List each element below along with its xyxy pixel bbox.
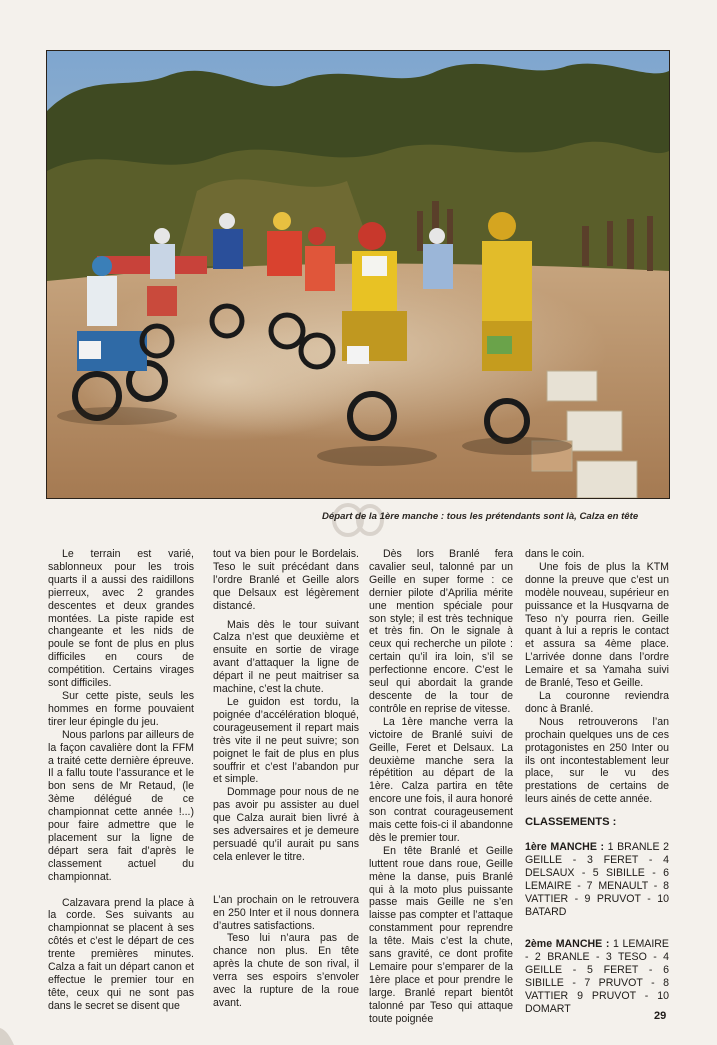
manche-1-label: 1ère MANCHE : bbox=[525, 841, 605, 854]
paragraph: Nous parlons par ailleurs de la façon cavalière dont la FFM a traité cette dernière épreuve. Il a fallu toute l’assurance et le bon sens de Mr Retaud, (le 3ème délégué de ce championnat cette année !...) pour faire admettre que le placement sur la ligne de départ sera fait d’après le classement actuel du championnat. bbox=[48, 728, 194, 883]
paragraph: L’an prochain on le retrouvera en 250 Inter et il nous donnera d’autres satisfactions. bbox=[213, 893, 359, 932]
manche-2-list: 1 LEMAIRE - 2 BRANLE - 3 TESO - 4 GEILLE - 5 FERET - 6 SIBILLE - 7 PRUVOT - 8 VATTIER 9 PRUVOT - 10 DOMART bbox=[525, 938, 669, 1015]
race-photo bbox=[46, 50, 670, 499]
paragraph: Une fois de plus la KTM donne la preuve que c’est un modèle nouveau, supérieur en puissance et la Husqvarna de Teso n’y pourra rien. Geille quant à lui a repris le contact et assura sa 4ème place. L’arrivée donne dans l’ordre Lemaire et sa Yamaha suivi de Branlé, Teso et Geille. bbox=[525, 560, 669, 690]
photo-caption: Départ de la 1ère manche : tous les prétendants sont là, Calza en tête bbox=[322, 511, 639, 522]
text-column-2 bbox=[213, 548, 359, 1010]
paragraph: Mais dès le tour suivant Calza n’est que deuxième et ensuite en sortie de virage avant d’attaquer la ligne de départ il ne peut maitriser sa machine, c’est la chute. bbox=[213, 618, 359, 696]
page-corner-mark bbox=[0, 1020, 14, 1045]
paragraph: Le terrain est varié, sablonneux pour les trois quarts il a aussi des raidillons pierreux, avec 2 grandes descentes et deux grandes montées. La piste rapide est changeante et les nids de poule se font de plus en plus difficiles en cours de compétition. Certains virages sont difficiles. bbox=[48, 548, 194, 690]
paragraph: La 1ère manche verra la victoire de Branlé suivi de Geille, Feret et Delsaux. La deuxième manche sera la répétition au départ de la 1ère. Calza partira en tête encore une fois, il aura honoré son contrat courageusement mais cette fois-ci il abandonne dès le premier tour. bbox=[369, 715, 513, 844]
text-column-4 bbox=[525, 548, 669, 1016]
manche-2-results bbox=[525, 938, 669, 1015]
paragraph: Calzavara prend la place à la corde. Ses suivants au championnat se placent à ses côtés et c’est le départ de ces trente premières minutes. Calza a fait un départ canon et effectue le premier tour en tête, ceux qui ne sont pas dans le secret se disent que bbox=[48, 896, 194, 1012]
paragraph: En tête Branlé et Geille luttent roue dans roue, Geille mène la danse, puis Branlé qui à la moto plus puissante passe mais Geille ne s’en laisse pas compter et l’attaque constamment pour reprendre la tête. Mais c’est la chute, sans gravité, ce dont profite Lemaire pour s’emparer de la 1ère place et pour prendre le large. Branlé repart bientôt talonné par Teso qui attaque toute poignée bbox=[369, 844, 513, 1025]
motocross-race-photo-illustration bbox=[47, 51, 669, 498]
manche-1-list: 1 BRANLE 2 GEILLE - 3 FERET - 4 DELSAUX - 5 SIBILLE - 6 LEMAIRE - 7 MENAULT - 8 VATTIER - 9 PRUVOT - 10 BATARD bbox=[525, 841, 669, 918]
manche-1-results bbox=[525, 841, 669, 918]
paragraph: Le guidon est tordu, la poignée d’accélération bloqué, courageusement il repart mais très vite il ne peut suivre; son poignet le fait de plus en plus souffrir et c’est l’abandon pur et simple. bbox=[213, 695, 359, 786]
paragraph: Teso lui n’aura pas de chance non plus. En tête après la chute de son rival, il verra ses espoirs s’envoler avec la rupture de la roue avant. bbox=[213, 932, 359, 1009]
paragraph: tout va bien pour le Bordelais. Teso le suit précédant dans l’ordre Branlé et Geille alors que Delsaux est légèrement distancé. bbox=[213, 548, 359, 612]
paragraph: dans le coin. bbox=[525, 548, 585, 560]
paragraph: Dès lors Branlé fera cavalier seul, talonné par un Geille en super forme : ce dernier pilote d’Aprilia mérite une mention spéciale pour son style; il est très technique et très fin. On le signale à ceux qui recherche un pilote : certain qu’il ira loin, s’il se perfectionne encore. C’est le seul qui abordait la grande descente de la tour de contrôle en reprise de vitesse. bbox=[369, 548, 513, 715]
paragraph: Dommage pour nous de ne pas avoir pu assister au duel que Calza aurait bien livré à ses adversaires et je demeure persuadé qu’il aurait pu sans cela enlever le titre. bbox=[213, 786, 359, 863]
paragraph: La couronne reviendra donc à Branlé. bbox=[525, 689, 669, 715]
paragraph: Sur cette piste, seuls les hommes en forme pouvaient tirer leur épingle du jeu. bbox=[48, 689, 194, 728]
classements-heading: CLASSEMENTS : bbox=[525, 816, 617, 829]
page-number: 29 bbox=[654, 1010, 667, 1022]
text-column-1 bbox=[48, 548, 194, 1013]
text-column-3 bbox=[369, 548, 513, 1026]
paragraph: Nous retrouverons l’an prochain quelques uns de ces protagonistes en 250 Inter ou ils ont incontestablement leur place, sur le vu des prestations de certains de leurs ainés de cette année. bbox=[525, 715, 669, 806]
manche-2-label: 2ème MANCHE : bbox=[525, 938, 610, 951]
